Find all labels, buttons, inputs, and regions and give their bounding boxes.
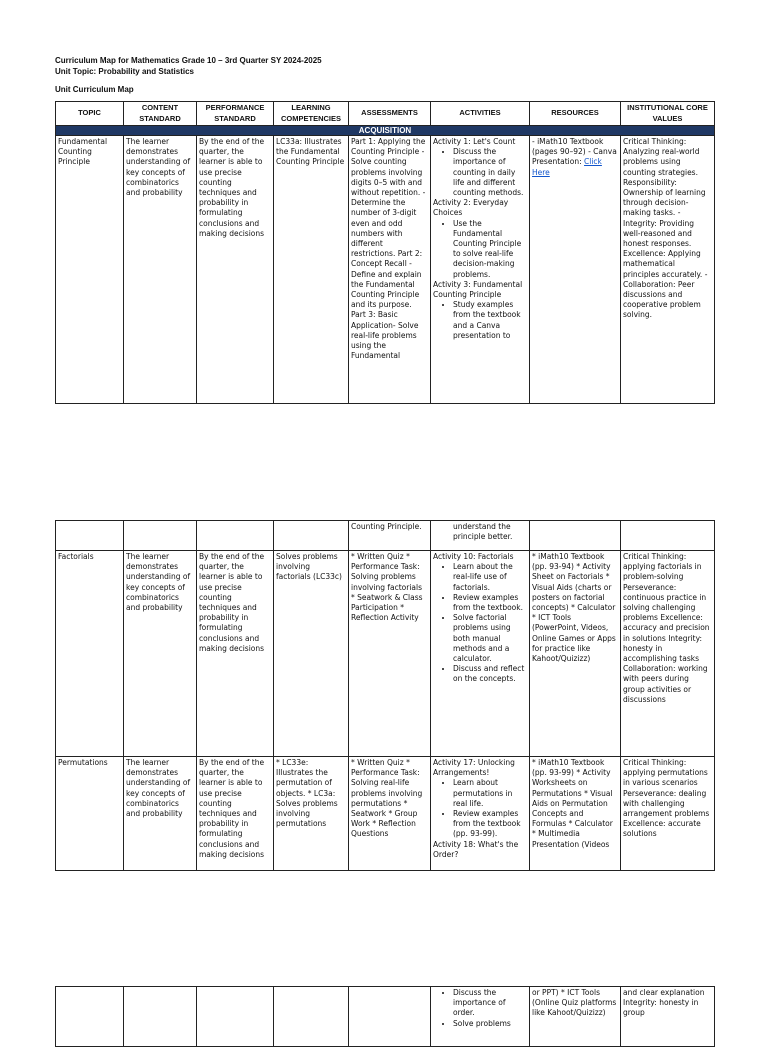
column-header-resources: RESOURCES bbox=[530, 102, 621, 126]
document-title: Curriculum Map for Mathematics Grade 10 – 3rd Quarter SY 2024-2025 bbox=[55, 56, 322, 65]
column-header-assessments: ASSESSMENTS bbox=[349, 102, 431, 126]
competency-cell: LC33a: Illustrates the Fundamental Counting Principle bbox=[274, 136, 349, 404]
topic-cell bbox=[56, 987, 124, 1047]
performance-standard-cell: By the end of the quarter, the learner is able to use precise counting techniques and probability in formulating conclusions and making decisions bbox=[197, 551, 274, 757]
content-standard-cell: The learner demonstrates understanding of key concepts of combinatorics and probability bbox=[124, 551, 197, 757]
performance-standard-cell: By the end of the quarter, the learner is able to use precise counting techniques and probability in formulating conclusions and making decisions bbox=[197, 757, 274, 871]
topic-cell: Fundamental Counting Principle bbox=[56, 136, 124, 404]
activities-cell bbox=[431, 551, 530, 757]
curriculum-table-page-3 bbox=[55, 986, 715, 1047]
resources-text: - iMath10 Textbook (pages 90–92) - Canva Presentation: bbox=[532, 137, 617, 167]
column-header-content-standard: CONTENT STANDARD bbox=[124, 102, 197, 126]
unit-topic: Unit Topic: Probability and Statistics bbox=[55, 67, 194, 76]
column-header-topic: TOPIC bbox=[56, 102, 124, 126]
list-item: • Solve factorial problems using both manual methods and a calculator. bbox=[453, 613, 527, 664]
list-item: understand the principle better. bbox=[453, 522, 513, 542]
column-header-learning-competencies: LEARNING COMPETENCIES bbox=[274, 102, 349, 126]
table-row bbox=[56, 136, 715, 404]
list-item: • Study examples from the textbook and a Canva presentation to bbox=[453, 300, 527, 341]
unit-curriculum-map-label: Unit Curriculum Map bbox=[55, 85, 134, 94]
list-item: • Discuss the importance of order. bbox=[453, 988, 527, 1019]
assessment-cell: Counting Principle. bbox=[349, 521, 431, 551]
content-standard-cell bbox=[124, 521, 197, 551]
list-item: • Use the Fundamental Counting Principle to solve real-life decision-making problems. bbox=[453, 219, 527, 280]
activity-title: Activity 18: What's the Order? bbox=[433, 839, 521, 859]
resources-cell: * iMath10 Textbook (pp. 93-99) * Activity Worksheets on Permutations * Visual Aids on Permutation Concepts and Formulas * Calculator * Multimedia Presentation (Videos bbox=[530, 757, 621, 871]
column-header-performance-standard: PERFORMANCE STANDARD bbox=[197, 102, 274, 126]
activity-title: Activity 2: Everyday Choices bbox=[433, 198, 511, 218]
list-item: • Learn about the real-life use of factorials. bbox=[453, 562, 527, 593]
resources-cell bbox=[530, 521, 621, 551]
performance-standard-cell: By the end of the quarter, the learner is able to use precise counting techniques and probability in formulating conclusions and making decisions bbox=[197, 136, 274, 404]
activity-title: Activity 1: Let's Count bbox=[433, 137, 516, 146]
table-row bbox=[56, 551, 715, 757]
column-header-core-values: INSTITUTIONAL CORE VALUES bbox=[621, 102, 715, 126]
performance-standard-cell bbox=[197, 987, 274, 1047]
acquisition-band: ACQUISITION bbox=[56, 126, 715, 136]
resources-cell: * iMath10 Textbook (pp. 93-94) * Activity Sheet on Factorials * Visual Aids (charts or posters on factorial concepts) * Calculator * ICT Tools (PowerPoint, Videos, Online Games or Apps for practice like Kahoot/Quizizz) bbox=[530, 551, 621, 757]
core-values-cell: Critical Thinking: applying factorials in problem-solving Perseverance: continuous practice in solving challenging problems Excellence: accuracy and precision in solutions Integrity: honesty in accomplishing tasks Collaboration: working with peers during group activities or discussions bbox=[621, 551, 715, 757]
core-values-cell: Critical Thinking: applying permutations in various scenarios Perseverance: dealing with challenging arrangement problems Excellence: accurate solutions bbox=[621, 757, 715, 871]
core-values-cell bbox=[621, 521, 715, 551]
assessment-cell: * Written Quiz * Performance Task: Solving real-life problems involving permutations * Seatwork * Group Work * Reflection Questions bbox=[349, 757, 431, 871]
curriculum-table-page-2 bbox=[55, 520, 715, 871]
table-row bbox=[56, 757, 715, 871]
list-item: • Review examples from the textbook (pp. 93-99). bbox=[453, 809, 527, 840]
performance-standard-cell bbox=[197, 521, 274, 551]
competency-cell: * LC33e: Illustrates the permutation of objects. * LC3a: Solves problems involving permutations bbox=[274, 757, 349, 871]
resources-cell: or PPT) * ICT Tools (Online Quiz platforms like Kahoot/Quizizz) bbox=[530, 987, 621, 1047]
table-row bbox=[56, 521, 715, 551]
column-header-activities: ACTIVITIES bbox=[431, 102, 530, 126]
resources-cell bbox=[530, 136, 621, 404]
activity-title: Activity 10: Factorials bbox=[433, 552, 514, 561]
topic-cell: Factorials bbox=[56, 551, 124, 757]
topic-cell bbox=[56, 521, 124, 551]
core-values-cell: Critical Thinking: Analyzing real-world problems using counting strategies. Responsibility: Ownership of learning through decision-making tasks. - Integrity: Providing well-reasoned and honest responses. Excellence: Applying mathematical principles accurately. - Collaboration: Peer discussions and cooperative problem solving. bbox=[621, 136, 715, 404]
assessment-cell: * Written Quiz * Performance Task: Solving problems involving factorials * Seatwork & Class Participation * Reflection Activity bbox=[349, 551, 431, 757]
core-values-cell: and clear explanation Integrity: honesty in group bbox=[621, 987, 715, 1047]
activities-cell bbox=[431, 987, 530, 1047]
topic-cell: Permutations bbox=[56, 757, 124, 871]
curriculum-table-page-1 bbox=[55, 101, 715, 404]
competency-cell bbox=[274, 521, 349, 551]
content-standard-cell: The learner demonstrates understanding of key concepts of combinatorics and probability bbox=[124, 136, 197, 404]
assessment-cell bbox=[349, 987, 431, 1047]
competency-cell: Solves problems involving factorials (LC33c) bbox=[274, 551, 349, 757]
activities-cell bbox=[431, 757, 530, 871]
assessment-cell: Part 1: Applying the Counting Principle - Solve counting problems involving digits 0–5 with and without repetition. - Determine the number of 3-digit even and odd numbers with different restrictions. Part 2: Concept Recall - Define and explain the Fundamental Counting Principle and its purpose. Part 3: Basic Application- Solve real-life problems using the Fundamental bbox=[349, 136, 431, 404]
activities-cell bbox=[431, 521, 530, 551]
competency-cell bbox=[274, 987, 349, 1047]
list-item: • Learn about permutations in real life. bbox=[453, 778, 527, 809]
activities-cell bbox=[431, 136, 530, 404]
list-item: • Discuss and reflect on the concepts. bbox=[453, 664, 527, 684]
list-item: • Discuss the importance of counting in daily life and different counting methods. bbox=[453, 147, 527, 198]
activity-title: Activity 17: Unlocking Arrangements! bbox=[433, 758, 518, 778]
table-row bbox=[56, 987, 715, 1047]
list-item: • Review examples from the textbook. bbox=[453, 593, 527, 613]
list-item: • Solve problems bbox=[453, 1019, 527, 1029]
canva-presentation-link[interactable]: Click Here bbox=[532, 157, 602, 177]
activity-title: Activity 3: Fundamental Counting Principle bbox=[433, 279, 525, 300]
content-standard-cell: The learner demonstrates understanding of key concepts of combinatorics and probability bbox=[124, 757, 197, 871]
content-standard-cell bbox=[124, 987, 197, 1047]
